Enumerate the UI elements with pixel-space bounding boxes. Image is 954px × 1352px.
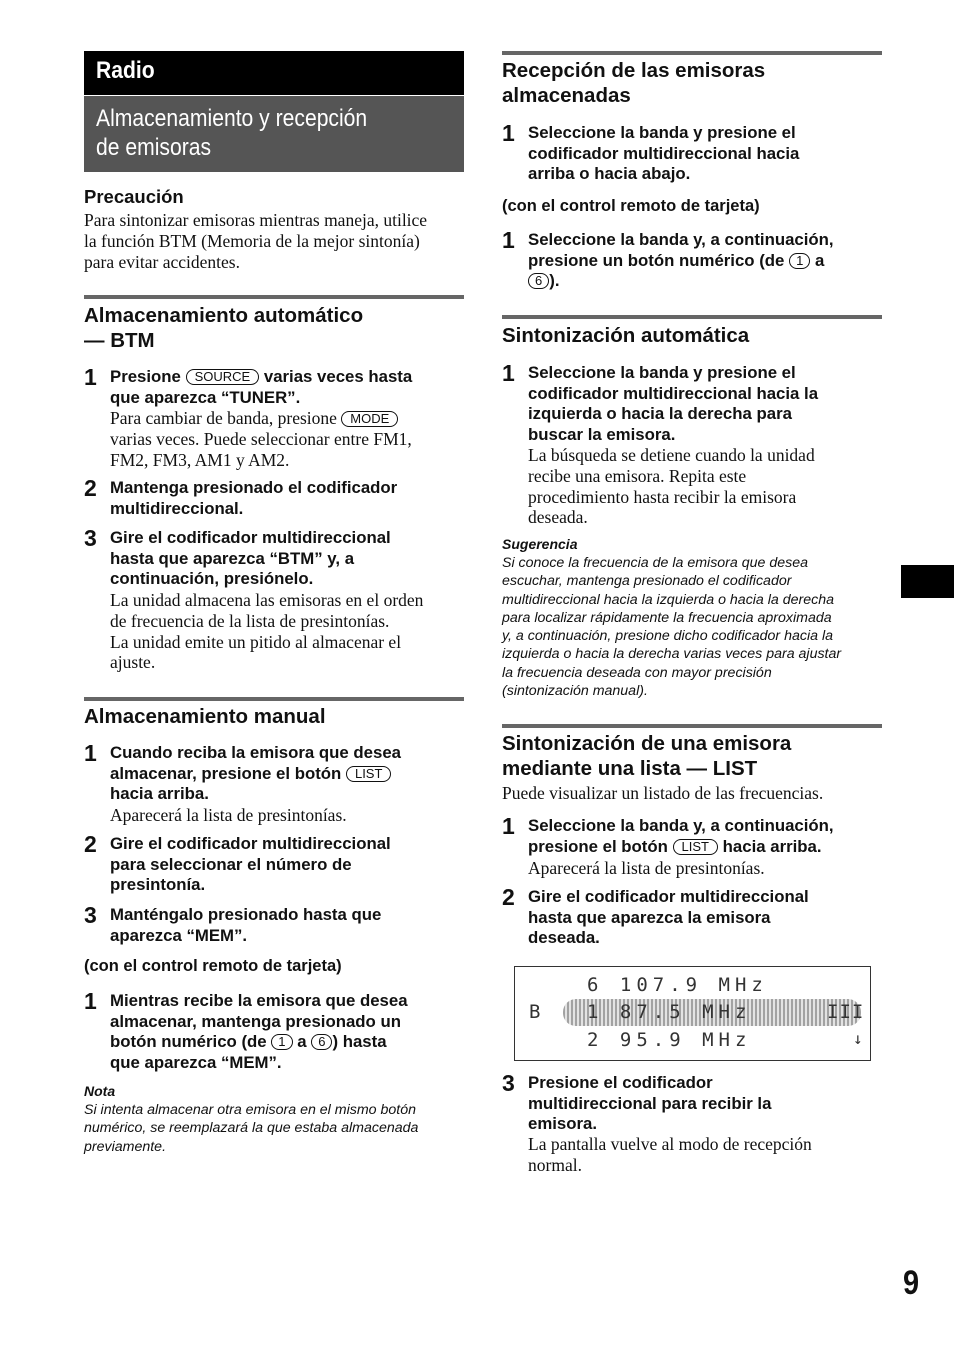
heading-line: Sintonización de una emisora xyxy=(502,732,792,755)
step-text: a xyxy=(814,250,825,270)
heading-line: almacenadas xyxy=(502,84,631,107)
btm-step-1-body xyxy=(110,408,470,470)
note-line: Si conoce la frecuencia de la emisora que desea xyxy=(502,555,809,571)
step-text: para seleccionar el número de xyxy=(110,854,352,874)
precaucion-text xyxy=(84,210,464,272)
auto-step-1 xyxy=(528,363,888,445)
step-number: 1 xyxy=(84,740,97,766)
list-step-2 xyxy=(528,887,888,949)
lcd-signal-icon: III xyxy=(827,1001,865,1023)
text-line: La pantalla vuelve al modo de recepción xyxy=(528,1134,812,1154)
note-line: izquierda o hacia la derecha varias veces para ajustar xyxy=(502,646,842,663)
step-text: Presione el codificador xyxy=(528,1073,713,1092)
remote-subheading: (con el control remoto de tarjeta) xyxy=(502,197,760,215)
heading-line: Recepción de las emisoras xyxy=(502,59,766,82)
step-text: presintonía. xyxy=(110,875,206,895)
step-number: 3 xyxy=(502,1070,515,1096)
step-text: a xyxy=(297,1032,307,1052)
text-line: para evitar accidentes. xyxy=(84,251,240,272)
step-text: Mantenga presionado el codificador xyxy=(110,478,398,497)
note-line: la frecuencia deseada con mayor precisión xyxy=(502,664,772,681)
heading-line: mediante una lista — LIST xyxy=(502,757,758,780)
tip-text xyxy=(502,554,887,700)
lcd-row: 2 95.9 MHz xyxy=(587,1029,752,1051)
text-line: normal. xyxy=(528,1154,582,1175)
note-text xyxy=(84,1101,464,1156)
step-text: multidireccional. xyxy=(110,498,244,518)
step-text: que aparezca “TUNER”. xyxy=(110,387,301,407)
step-text: codificador multidireccional hacia la xyxy=(528,383,819,403)
list-step-3 xyxy=(528,1073,888,1135)
step-text: que aparezca “MEM”. xyxy=(110,1052,282,1072)
text-line: Para sintonizar emisoras mientras maneja, utilice xyxy=(84,210,428,230)
recepcion-remote-step-1 xyxy=(528,230,888,292)
manual-step-2 xyxy=(110,834,470,896)
text-line: FM2, FM3, AM1 y AM2. xyxy=(110,449,290,470)
step-number: 1 xyxy=(502,227,515,253)
step-text: ). xyxy=(549,271,560,291)
step-text: Gire el codificador multidireccional xyxy=(110,528,391,547)
note-line: y, a continuación, presione dicho codificador hacia la xyxy=(502,628,833,645)
step-text: hacia arriba. xyxy=(110,784,209,804)
step-number: 2 xyxy=(502,884,515,910)
lcd-row: 6 107.9 MHz xyxy=(587,974,768,996)
step-text: Manténgalo presionado hasta que xyxy=(110,905,382,924)
step-text: presione un botón numérico (de xyxy=(528,250,785,270)
note-line: previamente. xyxy=(84,1138,167,1155)
btm-step-2 xyxy=(110,478,470,519)
section-title: Radio xyxy=(96,57,155,84)
list-step-1-body: Aparecerá la lista de presintonías. xyxy=(528,858,765,878)
step-text: Seleccione la banda y, a continuación, xyxy=(528,230,834,249)
section-rule xyxy=(502,51,882,55)
list-button-icon: LIST xyxy=(673,839,718,855)
text: Para cambiar de banda, presione xyxy=(110,408,337,428)
section-rule xyxy=(502,315,882,319)
text-line: la función BTM (Memoria de la mejor sintonía) xyxy=(84,230,420,251)
btm-heading xyxy=(84,303,363,353)
note-line: multidireccional hacia la izquierda o hacia la derecha xyxy=(502,591,835,608)
subtitle-line-2: de emisoras xyxy=(96,134,212,161)
step-text: Seleccione la banda y presione el xyxy=(528,363,796,382)
subsection-header xyxy=(84,96,464,172)
text-line: varias veces. Puede seleccionar entre FM1, xyxy=(110,428,412,449)
step-text: Seleccione la banda y presione el xyxy=(528,123,796,142)
step-text: izquierda o hacia la derecha para xyxy=(528,404,792,424)
step-text: aparezca “MEM”. xyxy=(110,925,248,945)
step-text: hasta que aparezca “BTM” y, a xyxy=(110,548,355,568)
step-number: 1 xyxy=(502,813,515,839)
note-line: escuchar, mantenga presionado el codificador xyxy=(502,573,792,590)
step-text: continuación, presiónelo. xyxy=(110,569,314,589)
heading-line: — BTM xyxy=(84,329,155,352)
remote-subheading: (con el control remoto de tarjeta) xyxy=(84,957,342,975)
note-line: Si intenta almacenar otra emisora en el mismo botón xyxy=(84,1102,416,1118)
manual-heading: Almacenamiento manual xyxy=(84,705,326,728)
recepcion-step-1 xyxy=(528,123,888,185)
btm-step-3-body xyxy=(110,590,470,673)
precaucion-heading: Precaución xyxy=(84,186,184,207)
manual-remote-step-1 xyxy=(110,991,470,1073)
number-6-button-icon: 6 xyxy=(311,1034,332,1050)
number-1-button-icon: 1 xyxy=(271,1034,292,1050)
step-text: hacia arriba. xyxy=(722,836,822,856)
list-intro: Puede visualizar un listado de las frecuencias. xyxy=(502,783,824,803)
note-line: (sintonización manual). xyxy=(502,683,648,700)
auto-heading: Sintonización automática xyxy=(502,324,750,347)
text-line: recibe una emisora. Repita este xyxy=(528,465,747,486)
step-text: botón numérico (de xyxy=(110,1032,267,1052)
step-number: 2 xyxy=(84,831,97,857)
step-text: Seleccione la banda y, a continuación, xyxy=(528,816,834,835)
step-number: 2 xyxy=(84,475,97,501)
heading-line: Almacenamiento automático xyxy=(84,304,364,327)
step-number: 1 xyxy=(84,988,97,1014)
step-number: 1 xyxy=(502,120,515,146)
lcd-display-illustration xyxy=(514,966,871,1061)
step-text: multidireccional para recibir la xyxy=(528,1093,772,1113)
lcd-row-selected: 1 87.5 MHz xyxy=(587,1001,752,1023)
step-text: Mientras recibe la emisora que desea xyxy=(110,991,408,1010)
step-text: arriba o hacia abajo. xyxy=(528,164,691,184)
number-6-button-icon: 6 xyxy=(528,273,549,289)
list-button-icon: LIST xyxy=(346,766,391,782)
lcd-scroll-icon: ↓ xyxy=(853,1029,863,1048)
note-line: para localizar rápidamente la frecuencia aproximada xyxy=(502,609,832,626)
step-text: Cuando reciba la emisora que desea xyxy=(110,743,401,762)
section-rule xyxy=(502,724,882,728)
step-text: almacenar, mantenga presionado un xyxy=(110,1011,401,1031)
step-number: 1 xyxy=(84,364,97,390)
thumb-index-tab xyxy=(901,565,954,598)
step-number: 3 xyxy=(84,902,97,928)
text-line: La búsqueda se detiene cuando la unidad xyxy=(528,445,815,465)
btm-step-3 xyxy=(110,528,470,590)
auto-step-1-body xyxy=(528,445,888,528)
step-number: 3 xyxy=(84,525,97,551)
text-line: La unidad emite un pitido al almacenar el xyxy=(110,631,402,652)
manual-step-1 xyxy=(110,743,470,805)
step-text: Gire el codificador multidireccional xyxy=(110,834,391,853)
step-text: hasta que aparezca la emisora xyxy=(528,907,771,927)
btm-step-1 xyxy=(110,367,470,408)
step-text: codificador multidireccional hacia xyxy=(528,143,800,163)
section-rule xyxy=(84,697,464,701)
lcd-band-icon: B xyxy=(529,1001,546,1023)
step-text: almacenar, presione el botón xyxy=(110,763,342,783)
page-number: 9 xyxy=(903,1264,920,1302)
tip-heading: Sugerencia xyxy=(502,536,578,552)
subsection-title xyxy=(96,104,367,162)
section-header xyxy=(84,51,464,95)
step-text: emisora. xyxy=(528,1114,598,1134)
list-step-3-body xyxy=(528,1134,888,1176)
note-line: numérico, se reemplazará la que estaba almacenada xyxy=(84,1120,419,1137)
step-text: ) hasta xyxy=(332,1032,387,1052)
recepcion-heading xyxy=(502,58,765,108)
list-heading xyxy=(502,731,791,781)
source-button-icon: SOURCE xyxy=(186,369,260,385)
step-text: buscar la emisora. xyxy=(528,424,676,444)
step-text: Presione xyxy=(110,367,181,386)
step-text: varias veces hasta xyxy=(263,367,413,386)
text-line: deseada. xyxy=(528,507,588,528)
list-step-1 xyxy=(528,816,888,857)
text-line: de frecuencia de la lista de presintonías. xyxy=(110,610,390,631)
step-text: deseada. xyxy=(528,928,600,948)
number-1-button-icon: 1 xyxy=(789,253,810,269)
manual-step-1-body: Aparecerá la lista de presintonías. xyxy=(110,805,347,825)
section-rule xyxy=(84,295,464,299)
text-line: procedimiento hasta recibir la emisora xyxy=(528,486,797,507)
step-text: Gire el codificador multidireccional xyxy=(528,887,809,906)
mode-button-icon: MODE xyxy=(341,411,398,427)
text-line: La unidad almacena las emisoras en el orden xyxy=(110,590,424,610)
text-line: ajuste. xyxy=(110,652,156,673)
step-number: 1 xyxy=(502,360,515,386)
subtitle-line-1: Almacenamiento y recepción xyxy=(96,105,368,132)
step-text: presione el botón xyxy=(528,836,668,856)
note-heading: Nota xyxy=(84,1083,116,1099)
manual-step-3 xyxy=(110,905,470,946)
